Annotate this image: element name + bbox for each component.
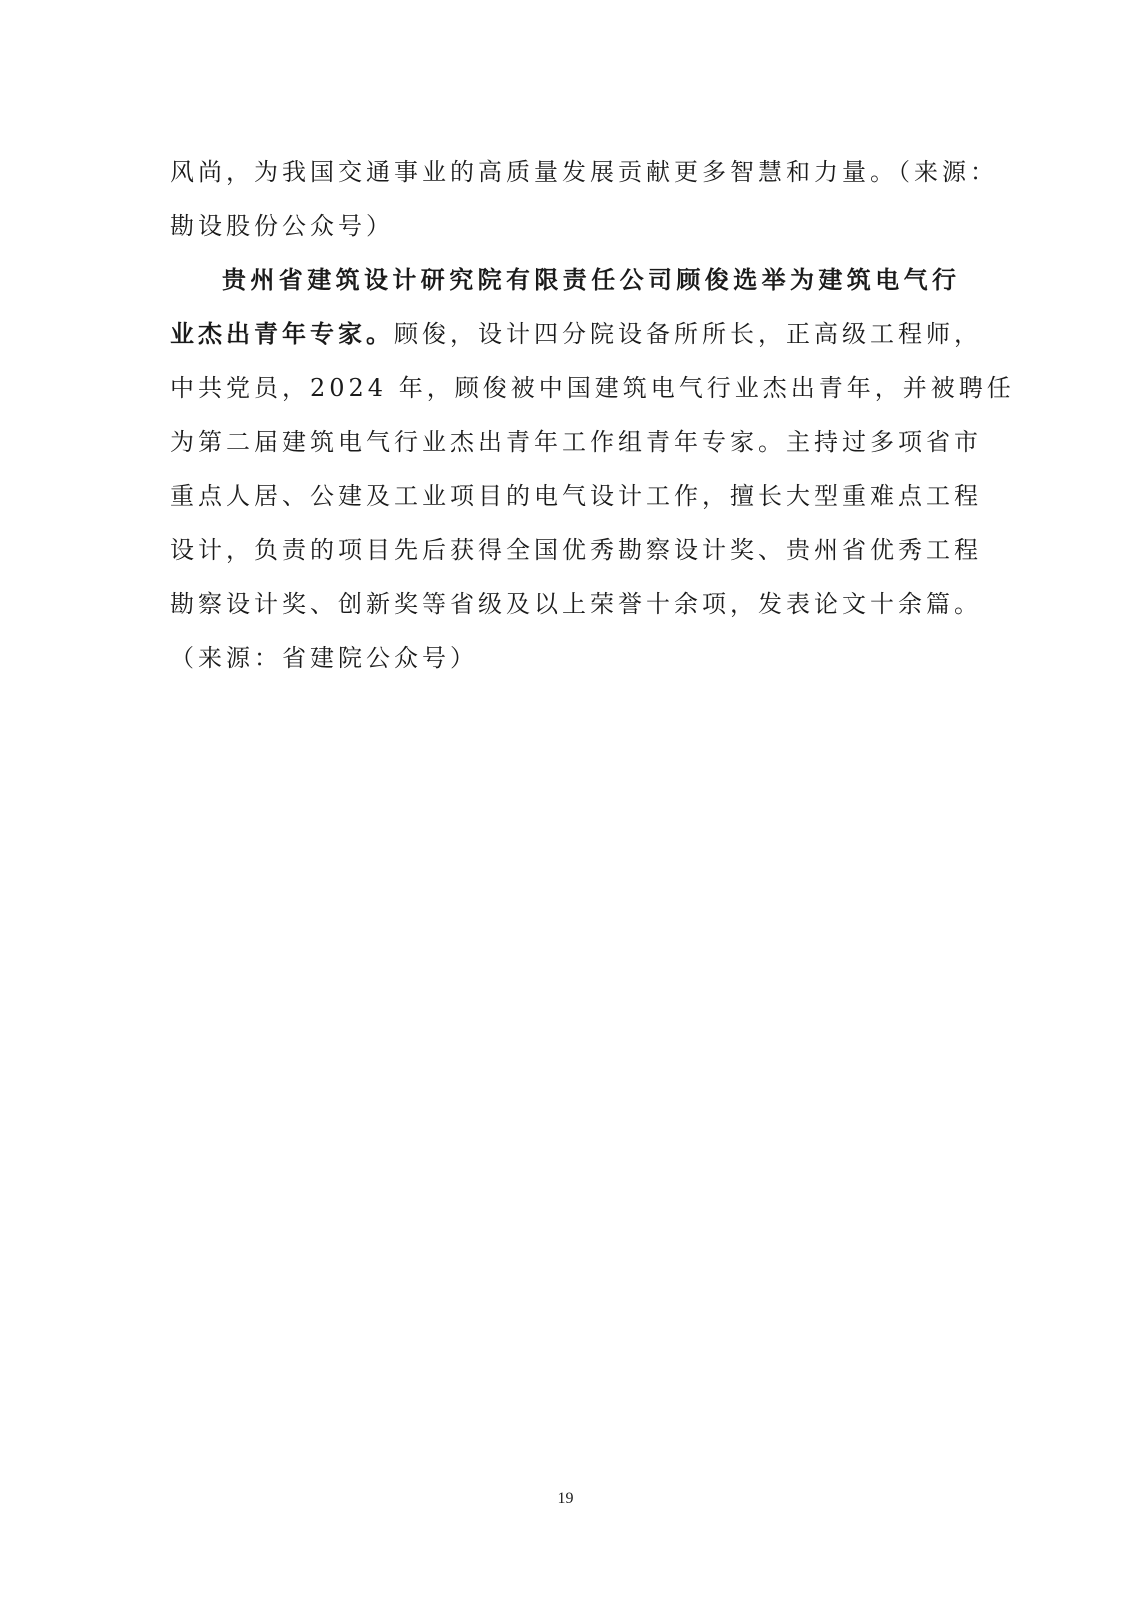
paragraph-line: （来源：省建院公众号） bbox=[170, 644, 478, 672]
paragraph-gu-jun bbox=[170, 253, 1015, 685]
paragraph-line bbox=[170, 307, 982, 361]
paragraph-text: 顾俊，设计四分院设备所所长，正高级工程师， bbox=[394, 320, 982, 348]
paragraph-line: 重点人居、公建及工业项目的电气设计工作，擅长大型重难点工程 bbox=[170, 482, 982, 510]
page-number: 19 bbox=[557, 1490, 574, 1507]
paragraph-heading-line: 贵州省建筑设计研究院有限责任公司顾俊选举为建筑电气行 bbox=[222, 265, 960, 294]
paragraph-line: 勘设股份公众号） bbox=[170, 212, 394, 240]
paragraph-line: 设计，负责的项目先后获得全国优秀勘察设计奖、贵州省优秀工程 bbox=[170, 536, 982, 564]
paragraph-line: 为第二届建筑电气行业杰出青年工作组青年专家。主持过多项省市 bbox=[170, 428, 982, 456]
paragraph-line: 勘察设计奖、创新奖等省级及以上荣誉十余项，发表论文十余篇。 bbox=[170, 590, 982, 618]
paragraph-line: 中共党员，2024 年，顾俊被中国建筑电气行业杰出青年，并被聘任 bbox=[170, 374, 1015, 402]
paragraph-line: 风尚，为我国交通事业的高质量发展贡献更多智慧和力量。（来源： bbox=[170, 158, 998, 186]
paragraph-source-kanshe bbox=[170, 145, 998, 253]
paragraph-heading-bold: 业杰出青年专家。 bbox=[170, 319, 394, 348]
